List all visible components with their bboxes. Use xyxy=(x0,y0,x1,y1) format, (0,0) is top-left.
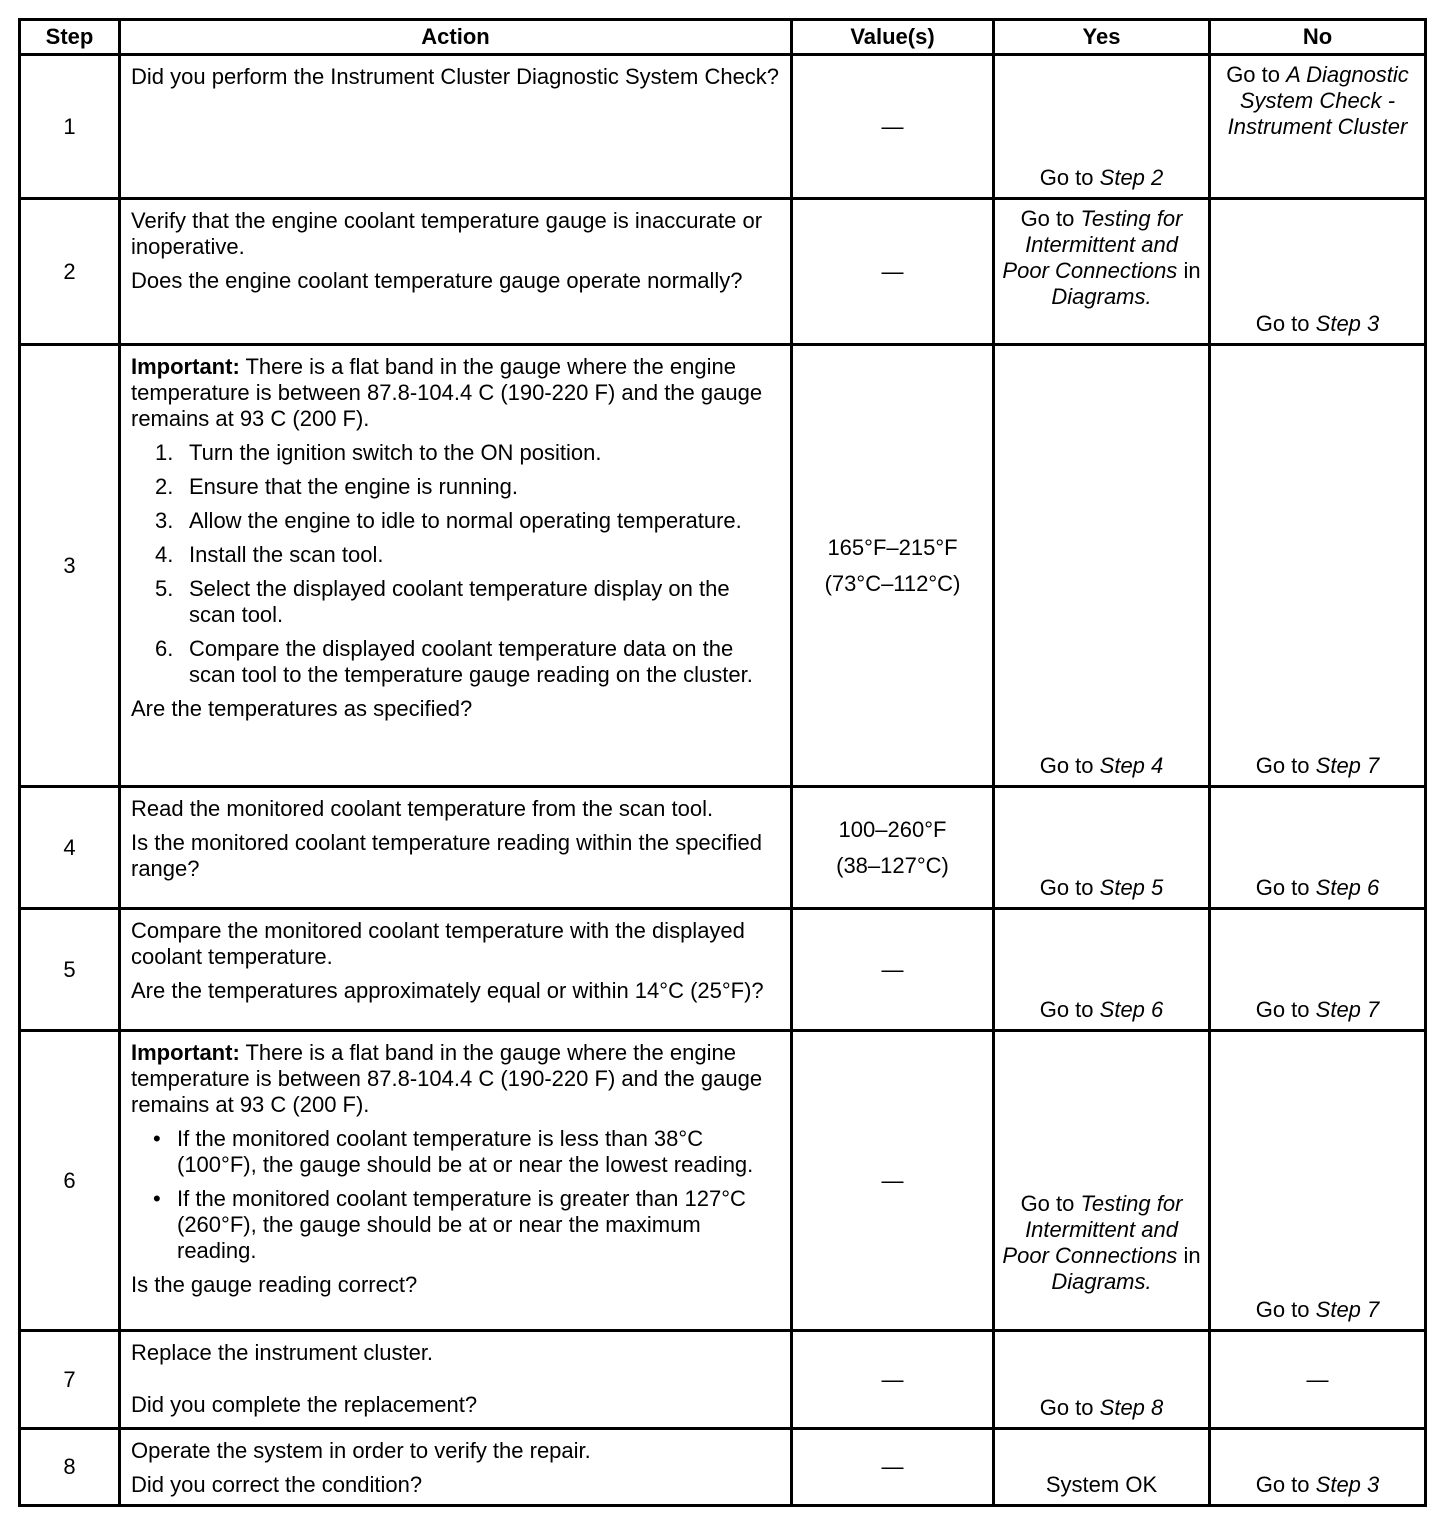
step-number: 2 xyxy=(20,199,120,345)
step-number: 7 xyxy=(20,1331,120,1429)
list-text: Ensure that the engine is running. xyxy=(189,474,519,499)
important-note xyxy=(131,354,780,432)
value-text: — xyxy=(881,1167,904,1193)
action-cell xyxy=(120,199,792,345)
yes-link[interactable] xyxy=(1040,165,1164,190)
list-item xyxy=(155,542,780,568)
goto-prefix: Go to xyxy=(1255,875,1310,900)
list-item xyxy=(153,1126,780,1178)
action-cell xyxy=(120,55,792,199)
important-note xyxy=(131,1040,780,1118)
no-cell xyxy=(1210,1429,1426,1506)
header-step: Step xyxy=(20,20,120,55)
important-label: Important: xyxy=(131,1040,240,1065)
list-item xyxy=(155,474,780,500)
step-number: 3 xyxy=(20,345,120,787)
goto-ref: Step 7 xyxy=(1315,997,1380,1022)
list-number: 5. xyxy=(155,576,174,601)
diagnostic-table xyxy=(18,18,1427,1507)
action-question: Did you complete the replacement? xyxy=(131,1392,478,1417)
goto-prefix: Go to xyxy=(1039,753,1094,778)
goto-ref2: Diagrams. xyxy=(1051,1269,1152,1294)
no-cell xyxy=(1210,199,1426,345)
step-number: 4 xyxy=(20,787,120,909)
list-text: Allow the engine to idle to normal operating temperature. xyxy=(189,508,742,533)
goto-ref: Step 5 xyxy=(1099,875,1164,900)
action-question: Is the gauge reading correct? xyxy=(131,1272,418,1297)
header-action: Action xyxy=(120,20,792,55)
action-cell xyxy=(120,787,792,909)
goto-ref: Step 8 xyxy=(1099,1395,1164,1420)
action-text: Replace the instrument cluster. xyxy=(131,1340,434,1365)
yes-cell xyxy=(994,787,1210,909)
value-cell xyxy=(792,345,994,787)
header-row xyxy=(20,20,1426,55)
action-text: Operate the system in order to verify the repair. xyxy=(131,1438,591,1463)
value-cell xyxy=(792,1429,994,1506)
step-number: 8 xyxy=(20,1429,120,1506)
list-text: Compare the displayed coolant temperature data on the scan tool to the temperature gauge reading on the cluster. xyxy=(189,636,753,687)
yes-link[interactable] xyxy=(1002,1191,1200,1294)
goto-prefix: Go to xyxy=(1039,165,1094,190)
goto-ref: Step 2 xyxy=(1099,165,1164,190)
value-text: 100–260°F xyxy=(838,816,947,842)
yes-cell xyxy=(994,1031,1210,1331)
table-row xyxy=(20,199,1426,345)
step-number: 5 xyxy=(20,909,120,1031)
goto-prefix: Go to xyxy=(1255,1297,1310,1322)
step-number: 1 xyxy=(20,55,120,199)
goto-ref: Step 6 xyxy=(1099,997,1164,1022)
value-cell xyxy=(792,787,994,909)
yes-link[interactable] xyxy=(1002,206,1200,309)
value-text: — xyxy=(881,258,904,284)
goto-ref: A Diagnostic System Check - Instrument Cluster xyxy=(1227,62,1409,139)
goto-ref: Step 7 xyxy=(1315,753,1380,778)
value-text: — xyxy=(881,1454,904,1479)
goto-ref: Step 3 xyxy=(1315,311,1380,336)
header-yes: Yes xyxy=(994,20,1210,55)
list-text: Install the scan tool. xyxy=(189,542,384,567)
goto-prefix: Go to xyxy=(1039,1395,1094,1420)
bullet-icon: • xyxy=(153,1126,161,1151)
list-item xyxy=(155,440,780,466)
list-number: 1. xyxy=(155,440,174,465)
action-question: Is the monitored coolant temperature reading within the specified range? xyxy=(131,830,763,881)
goto-ref: Testing for Intermittent and Poor Connections xyxy=(1002,1191,1183,1268)
table-row xyxy=(20,1031,1426,1331)
value-cell xyxy=(792,199,994,345)
list-text: Turn the ignition switch to the ON position. xyxy=(189,440,602,465)
goto-prefix: Go to xyxy=(1226,62,1280,87)
list-text: If the monitored coolant temperature is greater than 127°C (260°F), the gauge should be at or near the maximum reading. xyxy=(177,1186,746,1263)
no-cell xyxy=(1210,787,1426,909)
action-question: Does the engine coolant temperature gauge operate normally? xyxy=(131,268,743,293)
yes-cell xyxy=(994,345,1210,787)
goto-ref: Step 4 xyxy=(1099,753,1164,778)
action-cell xyxy=(120,1331,792,1429)
yes-cell xyxy=(994,199,1210,345)
value-cell xyxy=(792,909,994,1031)
no-link[interactable] xyxy=(1256,753,1380,778)
table-row xyxy=(20,55,1426,199)
no-link[interactable] xyxy=(1256,311,1380,336)
list-item xyxy=(155,508,780,534)
yes-cell xyxy=(994,1331,1210,1429)
table-row xyxy=(20,787,1426,909)
yes-link[interactable] xyxy=(1040,997,1164,1022)
value-text: (73°C–112°C) xyxy=(824,570,961,596)
important-text: There is a flat band in the gauge where the engine temperature is between 87.8-104.4 C (190-220 F) and the gauge remains at 93 C (200 F). xyxy=(131,1040,763,1117)
value-text: 165°F–215°F xyxy=(827,534,958,560)
goto-ref: Testing for Intermittent and Poor Connections xyxy=(1002,206,1183,283)
goto-prefix: Go to xyxy=(1255,1472,1310,1497)
list-item xyxy=(155,576,780,628)
list-number: 4. xyxy=(155,542,174,567)
header-values: Value(s) xyxy=(792,20,994,55)
important-text: There is a flat band in the gauge where the engine temperature is between 87.8-104.4 C (190-220 F) and the gauge remains at 93 C (200 F). xyxy=(131,354,763,431)
value-text: — xyxy=(881,1366,904,1392)
goto-prefix: Go to xyxy=(1255,311,1310,336)
condition-list xyxy=(131,1126,780,1264)
action-question: Are the temperatures as specified? xyxy=(131,696,473,721)
value-cell xyxy=(792,1031,994,1331)
yes-link[interactable] xyxy=(1040,753,1164,778)
no-link[interactable] xyxy=(1256,1297,1380,1322)
action-text: Compare the monitored coolant temperature with the displayed coolant temperature. xyxy=(131,918,745,969)
goto-ref: Step 6 xyxy=(1315,875,1380,900)
table-row xyxy=(20,1331,1426,1429)
action-cell xyxy=(120,909,792,1031)
goto-prefix: Go to xyxy=(1255,997,1310,1022)
no-cell xyxy=(1210,909,1426,1031)
no-link[interactable] xyxy=(1226,62,1409,139)
table-row xyxy=(20,345,1426,787)
goto-prefix: Go to xyxy=(1020,206,1075,231)
goto-prefix: Go to xyxy=(1039,875,1094,900)
list-text: Select the displayed coolant temperature display on the scan tool. xyxy=(189,576,730,627)
no-cell xyxy=(1210,345,1426,787)
action-cell xyxy=(120,1429,792,1506)
yes-cell xyxy=(994,909,1210,1031)
action-question: Did you correct the condition? xyxy=(131,1472,423,1497)
no-dash: — xyxy=(1306,1366,1329,1392)
list-item xyxy=(153,1186,780,1264)
action-cell xyxy=(120,1031,792,1331)
no-link[interactable] xyxy=(1256,875,1380,900)
value-cell xyxy=(792,1331,994,1429)
bullet-icon: • xyxy=(153,1186,161,1211)
action-question: Are the temperatures approximately equal or within 14°C (25°F)? xyxy=(131,978,764,1003)
list-number: 3. xyxy=(155,508,174,533)
value-cell xyxy=(792,55,994,199)
yes-link[interactable] xyxy=(1040,875,1164,900)
goto-middle: in xyxy=(1183,258,1201,283)
step-number: 6 xyxy=(20,1031,120,1331)
goto-ref: Step 3 xyxy=(1315,1472,1380,1497)
value-text: (38–127°C) xyxy=(836,852,949,878)
no-cell xyxy=(1210,1031,1426,1331)
goto-ref2: Diagrams. xyxy=(1051,284,1152,309)
important-label: Important: xyxy=(131,354,240,379)
goto-prefix: Go to xyxy=(1020,1191,1075,1216)
list-number: 6. xyxy=(155,636,174,661)
yes-link[interactable] xyxy=(1040,1395,1164,1420)
action-text: Verify that the engine coolant temperature gauge is inaccurate or inoperative. xyxy=(131,208,763,259)
header-no: No xyxy=(1210,20,1426,55)
goto-middle: in xyxy=(1183,1243,1201,1268)
yes-result: System OK xyxy=(1045,1472,1158,1497)
action-text: Read the monitored coolant temperature from the scan tool. xyxy=(131,796,714,821)
list-text: If the monitored coolant temperature is less than 38°C (100°F), the gauge should be at or near the lowest reading. xyxy=(177,1126,754,1177)
value-text: — xyxy=(881,113,904,139)
no-link[interactable] xyxy=(1256,997,1380,1022)
list-item xyxy=(155,636,780,688)
no-cell xyxy=(1210,55,1426,199)
goto-ref: Step 7 xyxy=(1315,1297,1380,1322)
yes-cell xyxy=(994,55,1210,199)
procedure-list xyxy=(131,440,780,688)
table-row xyxy=(20,1429,1426,1506)
list-number: 2. xyxy=(155,474,174,499)
action-text: Did you perform the Instrument Cluster Diagnostic System Check? xyxy=(131,64,780,89)
no-link[interactable] xyxy=(1256,1472,1380,1497)
table-row xyxy=(20,909,1426,1031)
yes-cell xyxy=(994,1429,1210,1506)
goto-prefix: Go to xyxy=(1039,997,1094,1022)
goto-prefix: Go to xyxy=(1255,753,1310,778)
action-cell xyxy=(120,345,792,787)
no-cell xyxy=(1210,1331,1426,1429)
value-text: — xyxy=(881,956,904,982)
